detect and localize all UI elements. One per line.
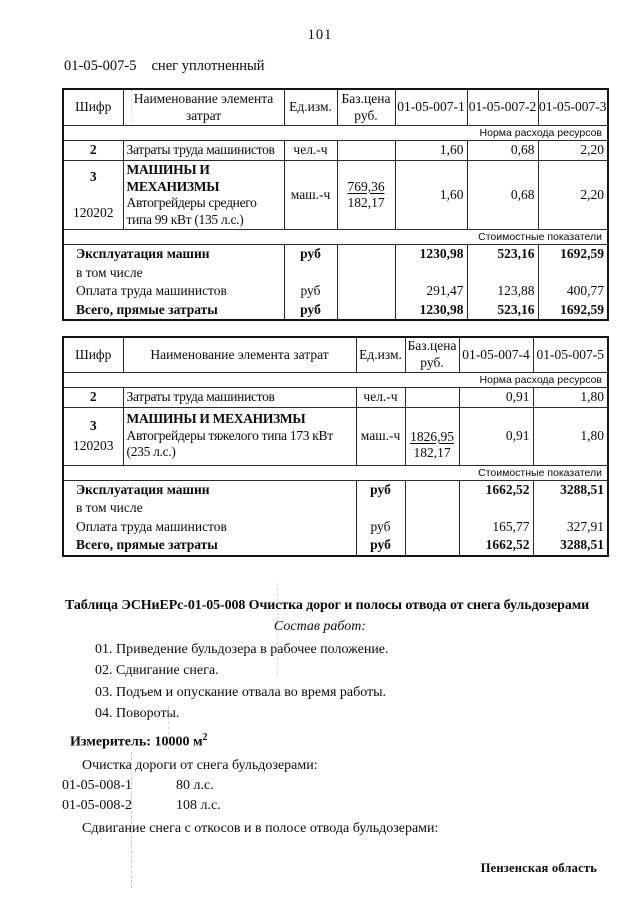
page-number: 101 — [307, 27, 333, 43]
row-code: 2 — [63, 141, 123, 161]
row-base-price — [337, 161, 395, 230]
row-code: 2 — [63, 387, 123, 407]
cost-row-wages — [63, 518, 608, 537]
row-base-price — [405, 387, 459, 407]
cost-base-empty — [405, 499, 459, 518]
table-header-row — [63, 337, 608, 372]
row-base-price — [337, 141, 395, 161]
row-name: Затраты труда машинистов — [123, 141, 284, 161]
col-header-unit: Ед.изм. — [284, 89, 337, 126]
work-items-list — [95, 642, 640, 723]
row-code — [63, 161, 123, 230]
labor-row — [63, 141, 608, 161]
cost-007-1: 291,47 — [395, 282, 467, 301]
cost-unit-empty — [284, 264, 337, 283]
section-number: 3 — [89, 418, 97, 433]
cost-007-4: 1662,52 — [459, 536, 533, 556]
scan-artifact-line — [131, 752, 132, 888]
cost-007-2: 523,16 — [467, 301, 538, 321]
resource-code: 120203 — [73, 437, 114, 453]
norm-band-row — [63, 372, 608, 387]
cost-empty — [395, 264, 467, 283]
cost-unit: руб — [356, 536, 405, 556]
resource-name: Автогрейдеры тяжелого типа 173 кВт (235 л.с.) — [126, 427, 333, 460]
cost-007-3: 400,77 — [538, 282, 608, 301]
measure-superscript: 2 — [202, 732, 208, 743]
value-007-2: 0,68 — [467, 141, 538, 161]
region-footer: Пензенская область — [480, 861, 597, 875]
cost-unit: руб — [284, 301, 337, 321]
cost-empty — [459, 499, 533, 518]
row-unit: чел.-ч — [356, 387, 405, 407]
col-header-name: Наименование элемента затрат — [123, 89, 284, 126]
cost-007-2: 123,88 — [467, 282, 538, 301]
row-name — [123, 161, 284, 230]
measure-label: Измеритель: — [70, 734, 151, 750]
cost-name: в том числе — [63, 499, 356, 518]
variant-row — [62, 798, 640, 814]
labor-row — [63, 387, 608, 407]
norm-band-label: Норма расхода ресурсов — [63, 126, 608, 141]
cost-007-4: 165,77 — [459, 518, 533, 537]
value-007-4: 0,91 — [459, 407, 533, 465]
base-price-total: 1826,95 — [410, 428, 454, 444]
work-item-4: 04. Повороты. — [95, 706, 180, 721]
norm-code: 01-05-007-5 — [64, 58, 137, 74]
work-item-1: 01. Приведение бульдозера в рабочее положение. — [95, 641, 389, 657]
col-header-name: Наименование элемента затрат — [123, 337, 356, 372]
row-base-price — [405, 407, 459, 465]
variant-row — [62, 778, 640, 794]
base-price-total: 769,36 — [347, 178, 385, 194]
norm-text: снег уплотненный — [151, 58, 265, 74]
machines-row — [63, 407, 608, 465]
cost-007-3: 1692,59 — [538, 301, 608, 321]
col-header-code: Шифр — [63, 89, 123, 126]
col-header-007-2: 01-05-007-2 — [467, 89, 538, 126]
section-number: 3 — [89, 169, 97, 184]
row-unit: маш.-ч — [284, 161, 337, 230]
variant-group-clean: Очистка дороги от снега бульдозерами: — [82, 757, 318, 773]
col-header-007-4: 01-05-007-4 — [459, 337, 533, 372]
cost-007-4: 1662,52 — [459, 480, 533, 499]
cost-007-2: 523,16 — [467, 245, 538, 264]
cost-band-label: Стоимостные показатели — [63, 465, 608, 480]
cost-007-1: 1230,98 — [395, 301, 467, 321]
col-header-unit: Ед.изм. — [356, 337, 405, 372]
measure-value: 10000 м — [154, 734, 203, 750]
cost-unit: руб — [284, 282, 337, 301]
cost-name: Всего, прямые затраты — [63, 301, 284, 321]
cost-unit: руб — [356, 518, 405, 537]
cost-007-5: 3288,51 — [533, 480, 608, 499]
cost-band-label: Стоимостные показатели — [63, 230, 608, 245]
cost-007-1: 1230,98 — [395, 245, 467, 264]
table-008-title: Таблица ЭСНиЕРс-01-05-008 Очистка дорог и полосы отвода от снега бульдозерами — [65, 597, 590, 613]
cost-row-wages — [63, 282, 608, 301]
scan-artifact-line — [277, 583, 278, 675]
cost-row-total — [63, 536, 608, 556]
cost-name: Оплата труда машинистов — [63, 282, 284, 301]
variant-code: 01-05-008-2 — [62, 797, 132, 813]
cost-name: Эксплуатация машин — [63, 245, 284, 264]
value-007-4: 0,91 — [459, 387, 533, 407]
row-code — [63, 407, 123, 465]
cost-row-including — [63, 264, 608, 283]
cost-row-total — [63, 301, 608, 321]
col-header-base-price: Баз.цена руб. — [337, 89, 395, 126]
col-header-code: Шифр — [63, 337, 123, 372]
cost-007-3: 1692,59 — [538, 245, 608, 264]
col-header-007-1: 01-05-007-1 — [395, 89, 467, 126]
cost-name: в том числе — [63, 264, 284, 283]
machines-row — [63, 161, 608, 230]
resource-name: Автогрейдеры среднего типа 99 кВт (135 л.с.) — [126, 195, 257, 227]
variant-group-shift: Сдвигание снега с откосов и в полосе отвода бульдозерами: — [82, 820, 439, 836]
cost-table-007-4-5 — [62, 336, 609, 557]
cost-table-007-1-3 — [62, 88, 609, 321]
group-label: МАШИНЫ И МЕХАНИЗМЫ — [126, 162, 220, 194]
base-price-wages: 182,17 — [347, 195, 385, 210]
cost-empty — [533, 499, 608, 518]
measure-line — [70, 732, 640, 751]
norm-band-label: Норма расхода ресурсов — [63, 372, 608, 387]
value-007-2: 0,68 — [467, 161, 538, 230]
value-007-3: 2,20 — [538, 161, 608, 230]
col-header-007-3: 01-05-007-3 — [538, 89, 608, 126]
work-scope-subtitle: Состав работ: — [273, 618, 367, 634]
row-name — [123, 407, 356, 465]
cost-base-empty — [405, 518, 459, 537]
row-unit: маш.-ч — [356, 407, 405, 465]
cost-base-empty — [337, 245, 395, 264]
col-header-007-5: 01-05-007-5 — [533, 337, 608, 372]
cost-base-empty — [337, 301, 395, 321]
work-item-3: 03. Подъем и опускание отвала во время работы. — [95, 684, 387, 700]
cost-name: Всего, прямые затраты — [63, 536, 356, 556]
variant-text: 80 л.с. — [176, 777, 214, 793]
value-007-1: 1,60 — [395, 141, 467, 161]
cost-unit: руб — [284, 245, 337, 264]
cost-row-machines — [63, 480, 608, 499]
norm-band-row — [63, 126, 608, 141]
cost-row-machines — [63, 245, 608, 264]
cost-unit-empty — [356, 499, 405, 518]
scan-artifact-line — [131, 90, 132, 122]
cost-empty — [538, 264, 608, 283]
row-unit: чел.-ч — [284, 141, 337, 161]
variant-text: 108 л.с. — [176, 797, 221, 813]
base-price-wages: 182,17 — [413, 445, 451, 460]
table-header-row — [63, 89, 608, 126]
cost-name: Эксплуатация машин — [63, 480, 356, 499]
col-header-base-price: Баз.цена руб. — [405, 337, 459, 372]
value-007-5: 1,80 — [533, 387, 608, 407]
value-007-3: 2,20 — [538, 141, 608, 161]
cost-007-5: 3288,51 — [533, 536, 608, 556]
cost-band-row — [63, 230, 608, 245]
resource-code: 120202 — [73, 204, 114, 220]
group-label: МАШИНЫ И МЕХАНИЗМЫ — [126, 411, 306, 427]
cost-unit: руб — [356, 480, 405, 499]
variant-code: 01-05-008-1 — [62, 777, 132, 793]
cost-band-row — [63, 465, 608, 480]
cost-empty — [467, 264, 538, 283]
cost-base-empty — [405, 480, 459, 499]
value-007-5: 1,80 — [533, 407, 608, 465]
cost-row-including — [63, 499, 608, 518]
continuation-line — [64, 58, 640, 75]
row-name: Затраты труда машинистов — [123, 387, 356, 407]
scan-artifact-line — [168, 706, 169, 750]
work-item-2: 02. Сдвигание снега. — [95, 663, 219, 678]
value-007-1: 1,60 — [395, 161, 467, 230]
cost-base-empty — [405, 536, 459, 556]
cost-name: Оплата труда машинистов — [63, 518, 356, 537]
cost-base-empty — [337, 264, 395, 283]
cost-base-empty — [337, 282, 395, 301]
cost-007-5: 327,91 — [533, 518, 608, 537]
